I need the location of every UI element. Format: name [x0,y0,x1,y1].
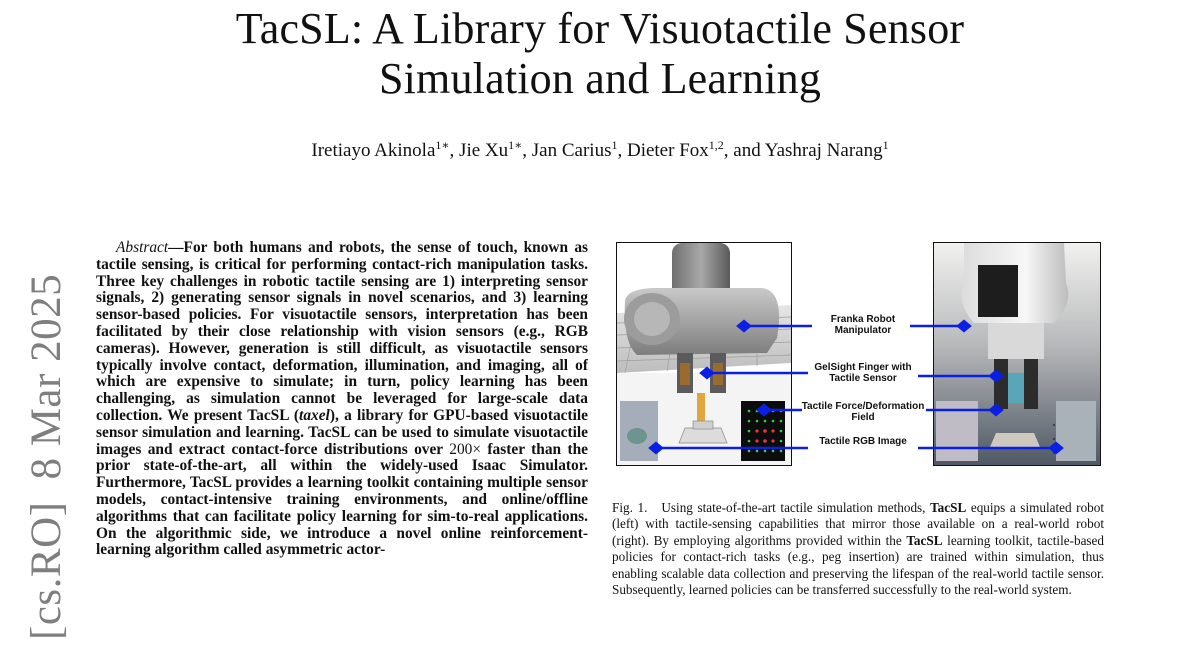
caption-text: learning toolkit, tactile-based policies for contact-rich tasks (e.g., peg insertion) are trained within simulation, thus enabling scalable data collection and preserving the lifespan of the real-world tactile sensor. Subsequently, learned policies can be transferred successfully to the real-world system. [612,532,1105,598]
author-name: Iretiayo Akinola [311,140,436,161]
label-franka-robot-manipulator: Franka Robot Manipulator [830,314,896,336]
arxiv-category: [cs.RO] [23,501,70,640]
author-affiliation: 1∗ [508,138,523,152]
figure-1 [612,240,1104,468]
arxiv-date: 8 Mar 2025 [23,273,70,480]
pointer-marker [701,368,713,378]
author-affiliation: 1∗ [435,138,450,152]
author-name: Jan Carius [531,140,612,161]
pointer-marker [650,443,662,453]
pointer-marker [958,321,970,331]
abstract-taxel: taxel [299,406,330,424]
label-gelsight-finger: GelSight Finger with Tactile Sensor [814,362,912,384]
abstract-speedup: 200× [449,440,482,458]
paper-title-line-2: Simulation and Learning [378,54,822,103]
abstract-dash: — [168,240,184,256]
pointer-marker [758,405,770,415]
author-affiliation: 1 [882,138,889,152]
caption-text: Using state-of-the-art tactile simulation methods, [661,500,926,515]
abstract [96,240,588,650]
figure-number: Fig. 1. [612,500,648,515]
author-separator: , and [723,140,765,161]
abstract-text: ), a library for GPU-based visuotactile sensor simulation and learning. TacSL can be used to simulate visuotactile images and extract contact-force distributions over [96,406,588,458]
caption-tacsl: TacSL [930,500,967,515]
abstract-text: faster than the prior state-of-the-art, all within the widely-used Isaac Simulator. Furthermore, TacSL provides a learning toolkit containing multiple sensor models, contact-intensive training environments, and online/offline algorithms that can facilitate policy learning for sim-to-real applications. On the algorithmic side, we introduce a novel online reinforcement-learning algorithm called asymmetric actor- [96,440,588,559]
author-name: Dieter Fox [626,140,709,161]
label-tactile-force-field: Tactile Force/Deformation Field [801,401,925,423]
author-affiliation: 1,2 [708,138,724,152]
author-separator: , [522,140,532,161]
author-name: Jie Xu [459,140,509,161]
pointer-marker [990,405,1002,415]
arxiv-stamp [22,274,72,640]
figure-caption [612,500,1104,598]
paper-title [0,4,1200,104]
author-separator: , [617,140,627,161]
label-tactile-rgb-image: Tactile RGB Image [819,436,907,447]
abstract-label: Abstract [116,240,169,256]
paper-title-line-1: TacSL: A Library for Visuotactile Sensor [235,4,965,53]
caption-text: equips a simulated robot (left) with tactile-sensing capabilities that mirror those available on a real-world robot (right). By employing algorithms provided within the [612,500,1105,548]
author-affiliation: 1 [611,138,618,152]
figure-pointer-lines [612,240,1104,468]
author-name: Yashraj Narang [764,140,883,161]
abstract-text: For both humans and robots, the sense of touch, known as tactile sensing, is critical for performing contact-rich manipulation tasks. Three key challenges in robotic tactile sensing are 1) interpreting sensor signals, 2) generating sensor signals in novel scenarios, and 3) learning sensor-based policies. For visuotactile sensors, interpretation has been facilitated by their close relationship with vision sensors (e.g., RGB cameras). However, generation is still difficult, as visuotactile sensors typically involve contact, deformation, illumination, and imaging, all of which are expensive to simulate; in turn, policy learning has been challenging, as simulation cannot be leveraged for large-scale data collection. We present TacSL ( [96,240,588,424]
author-list [0,138,1200,164]
author-separator: , [449,140,460,161]
pointer-marker [990,371,1002,381]
pointer-marker [1050,443,1062,453]
caption-tacsl: TacSL [906,532,943,548]
pointer-marker [738,321,750,331]
